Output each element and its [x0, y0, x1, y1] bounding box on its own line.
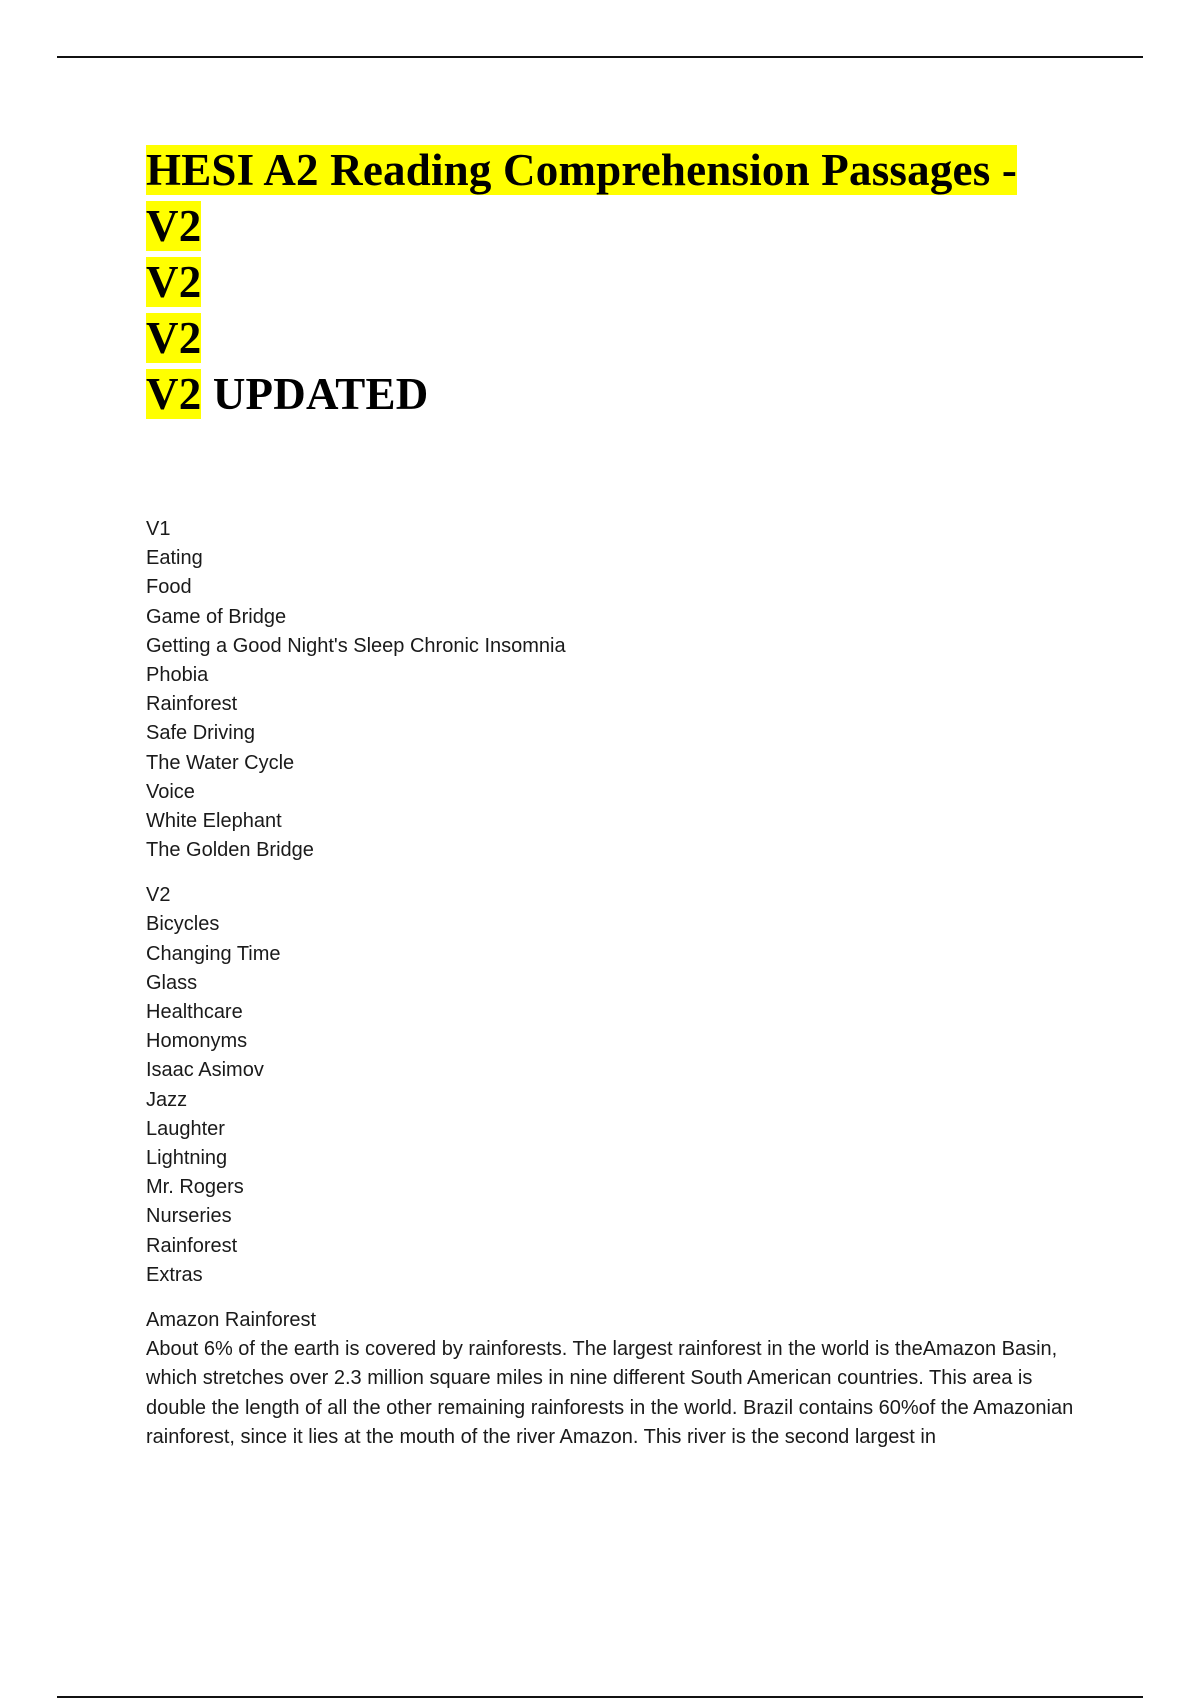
- v1-heading: V1: [146, 518, 171, 540]
- v1-item: Voice: [146, 780, 195, 803]
- v2-item: Nurseries: [146, 1205, 232, 1228]
- title-line-5: V2 UPDATED: [146, 369, 429, 419]
- v2-item: Mr. Rogers: [146, 1176, 244, 1199]
- v2-item: Extras: [146, 1263, 203, 1286]
- v2-item: Lightning: [146, 1146, 228, 1169]
- v2-item: Rainforest: [146, 1234, 238, 1257]
- v2-item: Jazz: [146, 1088, 188, 1111]
- title-line-1: HESI A2 Reading Comprehension Passages -: [146, 145, 1018, 195]
- bottom-rule: [57, 1696, 1143, 1698]
- v2-item: Healthcare: [146, 1001, 243, 1023]
- v2-item: Laughter: [146, 1117, 225, 1140]
- title-line-3: V2: [146, 257, 202, 307]
- passage-text: About 6% of the earth is covered by rainforests. The largest rainforest in the world is theAmazon Basin, which stretches over 2.3 million square miles in nine different South American countries. This area is double the length of all the other remaining rainforests in the world. Brazil contains 60%of the Amazonian rainforest, since it lies at the mouth of the river Amazon. This river is the second largest in: [146, 1337, 1074, 1449]
- section-gap: [146, 1290, 1086, 1306]
- v1-item: Safe Driving: [146, 722, 255, 745]
- v2-item: Bicycles: [146, 913, 220, 936]
- title-line-4: V2: [146, 313, 202, 363]
- passage-title: Amazon Rainforest: [146, 1308, 317, 1331]
- v1-item: White Elephant: [146, 809, 282, 832]
- document-body: [146, 515, 1086, 1453]
- v1-item: Rainforest: [146, 693, 238, 716]
- v1-item: The Golden Bridge: [146, 839, 314, 862]
- top-rule: [57, 56, 1143, 58]
- title-suffix: UPDATED: [212, 369, 429, 419]
- document-title: [146, 142, 1017, 422]
- v2-list: [146, 881, 1086, 1290]
- title-line-2: V2: [146, 201, 202, 251]
- section-gap: [146, 865, 1086, 881]
- v2-item: Isaac Asimov: [146, 1059, 264, 1082]
- v1-item: Food: [146, 576, 192, 599]
- v1-item: Game of Bridge: [146, 605, 287, 628]
- v1-list: [146, 515, 1086, 865]
- v1-item: Getting a Good Night's Sleep Chronic Insomnia: [146, 634, 566, 657]
- v1-item: The Water Cycle: [146, 751, 295, 774]
- v1-item: Phobia: [146, 663, 209, 686]
- v2-item: Homonyms: [146, 1030, 248, 1053]
- v2-item: Glass: [146, 971, 198, 994]
- v2-heading: V2: [146, 884, 171, 907]
- v1-item: Eating: [146, 547, 203, 570]
- v2-item: Changing Time: [146, 942, 281, 965]
